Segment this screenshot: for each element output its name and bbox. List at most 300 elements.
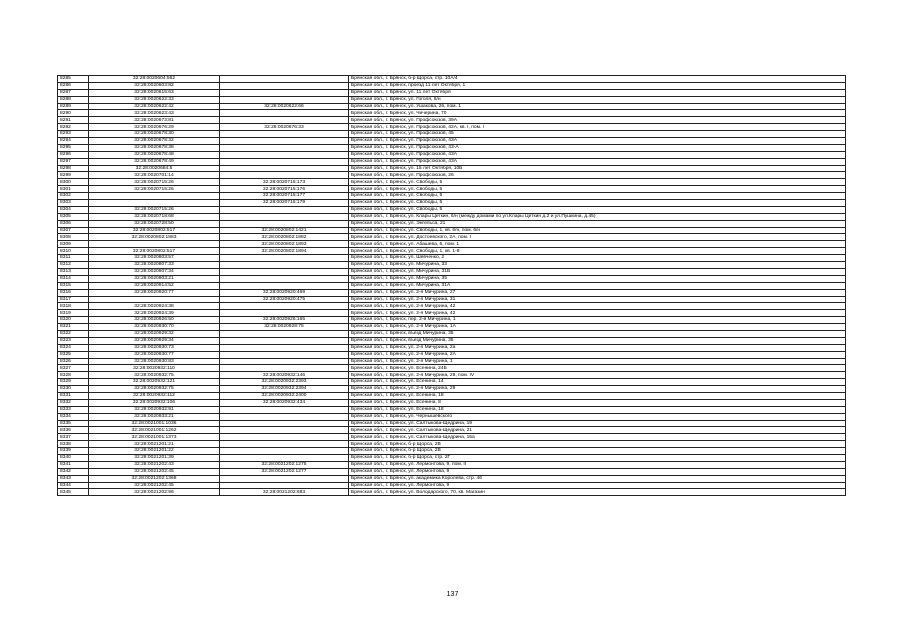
address-cell: Брянская обл., г. Брянск, ул. Лермонтова, 9, пом. II xyxy=(349,461,846,468)
row-number-cell: 8312 xyxy=(58,262,89,269)
cadastral-number-cell: 32:28:0020715:26 xyxy=(89,186,220,193)
address-cell: Брянская обл., г. Брянск, ул. Салтыкова-Щедрина, 21 xyxy=(349,427,846,434)
cadastral-number-cell: 32:28:0020678:38 xyxy=(89,144,220,151)
cadastral-number-cell: 32:28:0020903:21 xyxy=(89,275,220,282)
related-cadastral-number-cell: 32:28:0020715:177 xyxy=(220,193,349,200)
table-row xyxy=(58,344,846,351)
address-cell: Брянская обл., г. Брянск, ул. Свободы, 5 xyxy=(349,193,846,200)
address-cell: Брянская обл., г. Брянск, ул. Профсоюзов, 45 xyxy=(349,131,846,138)
table-row xyxy=(58,255,846,262)
cadastral-number-cell: 32:28:0020701:14 xyxy=(89,172,220,179)
address-cell: Брянская обл., г. Брянск, ул. 2-я Мичурина, 31 xyxy=(349,296,846,303)
row-number-cell: 8343 xyxy=(58,475,89,482)
related-cadastral-number-cell xyxy=(220,427,349,434)
row-number-cell: 8305 xyxy=(58,213,89,220)
address-cell: Брянская обл., г. Брянск, ул. Шевченко, 2 xyxy=(349,255,846,262)
table-row xyxy=(58,213,846,220)
cadastral-number-cell: 32:28:0020678:32 xyxy=(89,138,220,145)
row-number-cell: 8314 xyxy=(58,275,89,282)
row-number-cell: 8302 xyxy=(58,193,89,200)
register-table-body xyxy=(58,76,846,496)
table-row xyxy=(58,330,846,337)
address-cell: Брянская обл., г. Брянск, ул. Мичурина, 33 xyxy=(349,262,846,269)
cadastral-number-cell: 32:28:0020615:63 xyxy=(89,89,220,96)
table-row xyxy=(58,206,846,213)
row-number-cell: 8295 xyxy=(58,144,89,151)
related-cadastral-number-cell: 32:28:0020676:33 xyxy=(220,124,349,131)
row-number-cell: 8334 xyxy=(58,413,89,420)
table-row xyxy=(58,468,846,475)
related-cadastral-number-cell: 32:28:0020802:1894 xyxy=(220,248,349,255)
address-cell: Брянская обл., г. Брянск, ул. Энгельса, 21 xyxy=(349,220,846,227)
table-row xyxy=(58,372,846,379)
cadastral-number-cell: 32:28:0020930:73 xyxy=(89,344,220,351)
cadastral-number-cell: 32:28:0020802:517 xyxy=(89,227,220,234)
row-number-cell: 8332 xyxy=(58,399,89,406)
table-row xyxy=(58,103,846,110)
address-cell: Брянская обл., г. Брянск, ул. Мичурина, 35 xyxy=(349,275,846,282)
cadastral-number-cell: 32:28:0021202:45 xyxy=(89,482,220,489)
cadastral-number-cell: 32:28:0020622:42 xyxy=(89,103,220,110)
address-cell: Брянская обл., г. Брянск, ул. 15 лет Октября, 10Б xyxy=(349,165,846,172)
table-row xyxy=(58,193,846,200)
address-cell: Брянская обл., г. Брянск, ул. Профсоюзов, 43А xyxy=(349,151,846,158)
related-cadastral-number-cell xyxy=(220,482,349,489)
table-row xyxy=(58,234,846,241)
cadastral-number-cell: 32:28:0020924:39 xyxy=(89,310,220,317)
related-cadastral-number-cell xyxy=(220,413,349,420)
related-cadastral-number-cell: 32:28:0020928:75 xyxy=(220,324,349,331)
row-number-cell: 8318 xyxy=(58,303,89,310)
related-cadastral-number-cell: 32:28:0021202:683 xyxy=(220,489,349,496)
cadastral-number-cell: 32:28:0020932:106 xyxy=(89,399,220,406)
row-number-cell: 8292 xyxy=(58,124,89,131)
address-cell: Брянская обл., г. Брянск, ул. Профсоюзов, 43А xyxy=(349,158,846,165)
related-cadastral-number-cell xyxy=(220,282,349,289)
related-cadastral-number-cell xyxy=(220,206,349,213)
cadastral-number-cell xyxy=(89,200,220,207)
address-cell: Брянская обл., г. Брянск, б-р Щорса, 2В xyxy=(349,441,846,448)
row-number-cell: 8296 xyxy=(58,151,89,158)
related-cadastral-number-cell xyxy=(220,213,349,220)
cadastral-number-cell xyxy=(89,296,220,303)
related-cadastral-number-cell xyxy=(220,454,349,461)
address-cell: Брянская обл., г. Брянск, ул. Есенина, 18 xyxy=(349,392,846,399)
row-number-cell: 8297 xyxy=(58,158,89,165)
related-cadastral-number-cell xyxy=(220,275,349,282)
table-row xyxy=(58,413,846,420)
address-cell: Брянская обл., г. Брянск, ул. Есенина, 8 xyxy=(349,399,846,406)
table-row xyxy=(58,96,846,103)
row-number-cell: 8289 xyxy=(58,103,89,110)
address-cell: Брянская обл., г. Брянск, ул. Профсоюзов, 43-А xyxy=(349,144,846,151)
related-cadastral-number-cell: 32:28:0021202:1275 xyxy=(220,461,349,468)
table-row xyxy=(58,117,846,124)
cadastral-number-cell: 32:28:0020802:517 xyxy=(89,248,220,255)
table-row xyxy=(58,434,846,441)
row-number-cell: 8316 xyxy=(58,289,89,296)
related-cadastral-number-cell xyxy=(220,420,349,427)
table-row xyxy=(58,186,846,193)
table-row xyxy=(58,227,846,234)
address-cell: Брянская обл., г. Брянск, ул. Чичерина, 70 xyxy=(349,110,846,117)
address-cell: Брянская обл., г. Брянск, ул. 2-я Мичурина, 1 xyxy=(349,358,846,365)
row-number-cell: 8342 xyxy=(58,468,89,475)
related-cadastral-number-cell xyxy=(220,365,349,372)
related-cadastral-number-cell xyxy=(220,337,349,344)
register-table xyxy=(57,75,846,496)
row-number-cell: 8288 xyxy=(58,96,89,103)
row-number-cell: 8335 xyxy=(58,420,89,427)
address-cell: Брянская обл., г. Брянск, ул. Мичурина, 31А xyxy=(349,282,846,289)
row-number-cell: 8322 xyxy=(58,330,89,337)
address-cell: Брянская обл., г. Брянск, ул. Достоевского, 2А, пом. I xyxy=(349,234,846,241)
cadastral-number-cell xyxy=(89,193,220,200)
related-cadastral-number-cell: 32:28:0020932:146 xyxy=(220,372,349,379)
address-cell: Брянская обл., г. Брянск, пер. 2-й Мичурина, 1 xyxy=(349,317,846,324)
row-number-cell: 8311 xyxy=(58,255,89,262)
related-cadastral-number-cell xyxy=(220,310,349,317)
row-number-cell: 8345 xyxy=(58,489,89,496)
address-cell: Брянская обл., г. Брянск, ул. Лермонтова, 9 xyxy=(349,482,846,489)
related-cadastral-number-cell xyxy=(220,262,349,269)
address-cell: Брянская обл., г. Брянск, ул. Профсоюзов, 26 xyxy=(349,172,846,179)
cadastral-number-cell: 32:28:0020932:112 xyxy=(89,392,220,399)
address-cell: Брянская обл., г. Брянск, ул. Лермонтова, 9 xyxy=(349,468,846,475)
address-cell: Брянская обл., г. Брянск, ул. Гоголя, 6/н xyxy=(349,96,846,103)
row-number-cell: 8327 xyxy=(58,365,89,372)
row-number-cell: 8290 xyxy=(58,110,89,117)
table-row xyxy=(58,310,846,317)
related-cadastral-number-cell xyxy=(220,117,349,124)
table-row xyxy=(58,282,846,289)
table-row xyxy=(58,448,846,455)
cadastral-number-cell: 32:28:0020623:43 xyxy=(89,110,220,117)
cadastral-number-cell: 32:28:0020678:48 xyxy=(89,151,220,158)
address-cell: Брянская обл., г. Брянск, ул. Есенина, 18 xyxy=(349,406,846,413)
row-number-cell: 8298 xyxy=(58,165,89,172)
related-cadastral-number-cell: 32:28:0020932:434 xyxy=(220,399,349,406)
table-row xyxy=(58,165,846,172)
row-number-cell: 8329 xyxy=(58,379,89,386)
address-cell: Брянская обл., г. Брянск, ул. Мичурина, 31Б xyxy=(349,268,846,275)
table-row xyxy=(58,482,846,489)
cadastral-number-cell: 32:28:0021001:1373 xyxy=(89,434,220,441)
cadastral-number-cell: 32:28:0020807:34 xyxy=(89,268,220,275)
cadastral-number-cell: 32:28:0020673:81 xyxy=(89,117,220,124)
row-number-cell: 8294 xyxy=(58,138,89,145)
cadastral-number-cell: 32:28:0020932:91 xyxy=(89,406,220,413)
address-cell: Брянская обл., г. Брянск, ул. Свободы, 5 xyxy=(349,186,846,193)
row-number-cell: 8310 xyxy=(58,248,89,255)
row-number-cell: 8325 xyxy=(58,351,89,358)
related-cadastral-number-cell xyxy=(220,131,349,138)
address-cell: Брянская обл., г. Брянск, ул. 2-я Мичурина, 29, пом. IV xyxy=(349,372,846,379)
cadastral-number-cell: 32:28:0021001:1036 xyxy=(89,420,220,427)
related-cadastral-number-cell: 32:28:0020715:176 xyxy=(220,186,349,193)
cadastral-number-cell: 32:28:0020678:49 xyxy=(89,158,220,165)
table-row xyxy=(58,268,846,275)
row-number-cell: 8323 xyxy=(58,337,89,344)
row-number-cell: 8339 xyxy=(58,448,89,455)
related-cadastral-number-cell xyxy=(220,138,349,145)
cadastral-number-cell: 32:28:0020718:68 xyxy=(89,213,220,220)
table-row xyxy=(58,138,846,145)
table-row xyxy=(58,337,846,344)
related-cadastral-number-cell xyxy=(220,89,349,96)
row-number-cell: 8303 xyxy=(58,200,89,207)
address-cell: Брянская обл., г. Брянск, ул. Володарского, 70, кв. Магазин xyxy=(349,489,846,496)
address-cell: Брянская обл., г. Брянск, ул. Абашева, 6, пом. 1 xyxy=(349,241,846,248)
cadastral-number-cell: 32:28:0020932:121 xyxy=(89,379,220,386)
row-number-cell: 8307 xyxy=(58,227,89,234)
address-cell: Брянская обл., г. Брянск, ул. Есенина, 24Б xyxy=(349,365,846,372)
row-number-cell: 8336 xyxy=(58,427,89,434)
cadastral-number-cell: 32:28:0020802:1883 xyxy=(89,234,220,241)
related-cadastral-number-cell xyxy=(220,330,349,337)
address-cell: Брянская обл., г. Брянск, ул. 2-я Мичурина, 27 xyxy=(349,289,846,296)
row-number-cell: 8324 xyxy=(58,344,89,351)
table-row xyxy=(58,289,846,296)
cadastral-number-cell: 32:28:0020930:77 xyxy=(89,351,220,358)
table-row xyxy=(58,317,846,324)
address-cell: Брянская обл., г. Брянск, ул. Профсоюзов, 43А xyxy=(349,138,846,145)
table-row xyxy=(58,386,846,393)
row-number-cell: 8306 xyxy=(58,220,89,227)
table-row xyxy=(58,151,846,158)
cadastral-number-cell: 32:28:0020678:30 xyxy=(89,131,220,138)
cadastral-number-cell: 32:28:0020924:38 xyxy=(89,303,220,310)
address-cell: Брянская обл., г. Брянск, ул. Чернышевского xyxy=(349,413,846,420)
table-row xyxy=(58,441,846,448)
address-cell: Брянская обл., г. Брянск, ул. 2-я Мичурина, 1А xyxy=(349,324,846,331)
address-cell: Брянская обл., г. Брянск, ул. Свободы, 5 xyxy=(349,179,846,186)
row-number-cell: 8315 xyxy=(58,282,89,289)
related-cadastral-number-cell xyxy=(220,82,349,89)
address-cell: Брянская обл., г. Брянск, ул. Свободы, 5 xyxy=(349,200,846,207)
row-number-cell: 8291 xyxy=(58,117,89,124)
address-cell: Брянская обл., г. Брянск, ул. Есенина, 14 xyxy=(349,379,846,386)
table-row xyxy=(58,220,846,227)
row-number-cell: 8326 xyxy=(58,358,89,365)
related-cadastral-number-cell: 32:28:0020802:1882 xyxy=(220,234,349,241)
row-number-cell: 8301 xyxy=(58,186,89,193)
cadastral-number-cell: 32:28:0020914:52 xyxy=(89,282,220,289)
address-cell: Брянская обл., г. Брянск, ул. Свободы, 1, кв. 6/н, пом. 6/н xyxy=(349,227,846,234)
table-row xyxy=(58,296,846,303)
cadastral-number-cell: 32:28:0020930:70 xyxy=(89,324,220,331)
cadastral-number-cell: 32:28:0020933:21 xyxy=(89,413,220,420)
address-cell: Брянская обл., г. Брянск, ул. 2-я Мичурина, 29 xyxy=(349,386,846,393)
related-cadastral-number-cell: 32:28:0020932:2393 xyxy=(220,379,349,386)
cadastral-number-cell: 32:28:0020603:82 xyxy=(89,82,220,89)
table-row xyxy=(58,158,846,165)
related-cadastral-number-cell xyxy=(220,110,349,117)
table-row xyxy=(58,351,846,358)
related-cadastral-number-cell xyxy=(220,158,349,165)
address-cell: Брянская обл., г. Брянск, ул. Клары Цеткин, 6/н (между домами по ул.Клары Цеткин д.2 и ул.Пушкина, д.45) xyxy=(349,213,846,220)
cadastral-number-cell: 32:28:0021201:39 xyxy=(89,454,220,461)
cadastral-number-cell: 32:28:0020932:75 xyxy=(89,386,220,393)
cadastral-number-cell: 32:28:0020929:34 xyxy=(89,337,220,344)
related-cadastral-number-cell xyxy=(220,448,349,455)
table-row xyxy=(58,303,846,310)
table-row xyxy=(58,262,846,269)
cadastral-number-cell: 32:28:0020803:57 xyxy=(89,255,220,262)
cadastral-number-cell: 32:28:0021202:45 xyxy=(89,468,220,475)
address-cell: Брянская обл., г. Брянск, ул. 2-я Мичурина, 42 xyxy=(349,303,846,310)
address-cell: Брянская обл., г. Брянск, ул. Ушакова, 26, пом. 1 xyxy=(349,103,846,110)
related-cadastral-number-cell xyxy=(220,303,349,310)
related-cadastral-number-cell xyxy=(220,406,349,413)
table-row xyxy=(58,399,846,406)
related-cadastral-number-cell xyxy=(220,151,349,158)
cadastral-number-cell: 32:28:0020932:75 xyxy=(89,372,220,379)
row-number-cell: 8308 xyxy=(58,234,89,241)
related-cadastral-number-cell xyxy=(220,144,349,151)
table-row xyxy=(58,131,846,138)
table-row xyxy=(58,172,846,179)
address-cell: Брянская обл., г. Брянск, ул. академика Королева, стр. 46 xyxy=(349,475,846,482)
table-row xyxy=(58,110,846,117)
address-cell: Брянская обл., г. Брянск, б-р Щорса, 2В xyxy=(349,448,846,455)
related-cadastral-number-cell: 32:28:0021202:1277 xyxy=(220,468,349,475)
related-cadastral-number-cell: 32:28:0020802:1421 xyxy=(220,227,349,234)
table-row xyxy=(58,241,846,248)
row-number-cell: 8328 xyxy=(58,372,89,379)
table-row xyxy=(58,475,846,482)
table-row xyxy=(58,358,846,365)
address-cell: Брянская обл., г. Брянск, ул. Салтыкова-Щедрина, 15а xyxy=(349,434,846,441)
table-row xyxy=(58,89,846,96)
address-cell: Брянская обл., г. Брянск, ул. Профсоюзов, 42А, кв. I, пом. I xyxy=(349,124,846,131)
address-cell: Брянская обл., г. Брянск, въезд Мичурина, 35 xyxy=(349,330,846,337)
table-row xyxy=(58,324,846,331)
row-number-cell: 8344 xyxy=(58,482,89,489)
table-row xyxy=(58,392,846,399)
row-number-cell: 8309 xyxy=(58,241,89,248)
row-number-cell: 8287 xyxy=(58,89,89,96)
page-number: 137 xyxy=(446,591,459,598)
table-row xyxy=(58,420,846,427)
address-cell: Брянская обл., г. Брянск, ул. 2-я Мичурина, 42 xyxy=(349,310,846,317)
related-cadastral-number-cell: 32:28:0020622:66 xyxy=(220,103,349,110)
row-number-cell: 8331 xyxy=(58,392,89,399)
address-cell: Брянская обл., г. Брянск, ул. Свободы, 1, кв. 1-8 xyxy=(349,248,846,255)
row-number-cell: 8300 xyxy=(58,179,89,186)
cadastral-number-cell: 32:28:0020929:32 xyxy=(89,330,220,337)
cadastral-number-cell: 32:28:0021001:1262 xyxy=(89,427,220,434)
related-cadastral-number-cell xyxy=(220,434,349,441)
table-row xyxy=(58,124,846,131)
cadastral-number-cell: 32:28:0020932:110 xyxy=(89,365,220,372)
related-cadastral-number-cell xyxy=(220,172,349,179)
table-row xyxy=(58,461,846,468)
table-row xyxy=(58,275,846,282)
row-number-cell: 8313 xyxy=(58,268,89,275)
row-number-cell: 8293 xyxy=(58,131,89,138)
related-cadastral-number-cell xyxy=(220,255,349,262)
row-number-cell: 8333 xyxy=(58,406,89,413)
related-cadastral-number-cell xyxy=(220,76,349,83)
cadastral-number-cell: 32:28:0020684:5 xyxy=(89,165,220,172)
row-number-cell: 8338 xyxy=(58,441,89,448)
cadastral-number-cell: 32:28:0020715:26 xyxy=(89,206,220,213)
table-row xyxy=(58,489,846,496)
related-cadastral-number-cell: 32:28:0020802:1893 xyxy=(220,241,349,248)
table-row xyxy=(58,76,846,83)
related-cadastral-number-cell xyxy=(220,351,349,358)
table-row xyxy=(58,144,846,151)
related-cadastral-number-cell xyxy=(220,96,349,103)
cadastral-number-cell: 32:28:0020622:33 xyxy=(89,96,220,103)
row-number-cell: 8304 xyxy=(58,206,89,213)
related-cadastral-number-cell xyxy=(220,165,349,172)
address-cell: Брянская обл., г. Брянск, ул. Профсоюзов, 39А xyxy=(349,117,846,124)
address-cell: Брянская обл., г. Брянск, ул. Салтыкова-Щедрина, 19 xyxy=(349,420,846,427)
row-number-cell: 8319 xyxy=(58,310,89,317)
row-number-cell: 8330 xyxy=(58,386,89,393)
row-number-cell: 8320 xyxy=(58,317,89,324)
table-row xyxy=(58,379,846,386)
address-cell: Брянская обл., г. Брянск, б-р Щорса, стр. 10А/4 xyxy=(349,76,846,83)
related-cadastral-number-cell xyxy=(220,475,349,482)
row-number-cell: 8286 xyxy=(58,82,89,89)
related-cadastral-number-cell: 32:28:0020932:2394 xyxy=(220,386,349,393)
cadastral-number-cell: 32:28:0020926:50 xyxy=(89,317,220,324)
row-number-cell: 8337 xyxy=(58,434,89,441)
cadastral-number-cell: 32:28:0020676:29 xyxy=(89,124,220,131)
related-cadastral-number-cell xyxy=(220,268,349,275)
cadastral-number-cell: 32:28:0020807:33 xyxy=(89,262,220,269)
related-cadastral-number-cell xyxy=(220,344,349,351)
address-cell: Брянская обл., г. Брянск, ул. 2-я Мичурина, 2а xyxy=(349,344,846,351)
cadastral-number-cell: 32:28:0021202:96 xyxy=(89,489,220,496)
related-cadastral-number-cell: 32:28:0020715:179 xyxy=(220,200,349,207)
table-row xyxy=(58,406,846,413)
related-cadastral-number-cell: 32:28:0020932:2400 xyxy=(220,392,349,399)
table-row xyxy=(58,454,846,461)
related-cadastral-number-cell: 32:28:0020920:469 xyxy=(220,289,349,296)
related-cadastral-number-cell xyxy=(220,220,349,227)
cadastral-number-cell xyxy=(89,241,220,248)
table-row xyxy=(58,248,846,255)
address-cell: Брянская обл., г. Брянск, въезд Мичурина, 35 xyxy=(349,337,846,344)
cadastral-number-cell: 32:28:0020715:26 xyxy=(89,179,220,186)
address-cell: Брянская обл., г. Брянск, ул. Свободы, 5 xyxy=(349,206,846,213)
address-cell: Брянская обл., г. Брянск, ул. 11 лет Октября xyxy=(349,89,846,96)
cadastral-number-cell: 32:28:0021202:43 xyxy=(89,461,220,468)
table-row xyxy=(58,179,846,186)
row-number-cell: 8299 xyxy=(58,172,89,179)
table-row xyxy=(58,200,846,207)
cadastral-number-cell: 32:28:0020728:50 xyxy=(89,220,220,227)
cadastral-number-cell: 32:28:0021201:22 xyxy=(89,448,220,455)
row-number-cell: 8321 xyxy=(58,324,89,331)
cadastral-number-cell: 32:28:0020920:77 xyxy=(89,289,220,296)
row-number-cell: 8317 xyxy=(58,296,89,303)
related-cadastral-number-cell xyxy=(220,358,349,365)
row-number-cell: 8285 xyxy=(58,76,89,83)
related-cadastral-number-cell: 32:28:0020715:173 xyxy=(220,179,349,186)
cadastral-number-cell: 32:28:0021201:21 xyxy=(89,441,220,448)
table-row xyxy=(58,365,846,372)
table-row xyxy=(58,82,846,89)
cadastral-number-cell: 32:28:0020930:83 xyxy=(89,358,220,365)
table-row xyxy=(58,427,846,434)
related-cadastral-number-cell xyxy=(220,441,349,448)
related-cadastral-number-cell: 32:28:0020920:475 xyxy=(220,296,349,303)
